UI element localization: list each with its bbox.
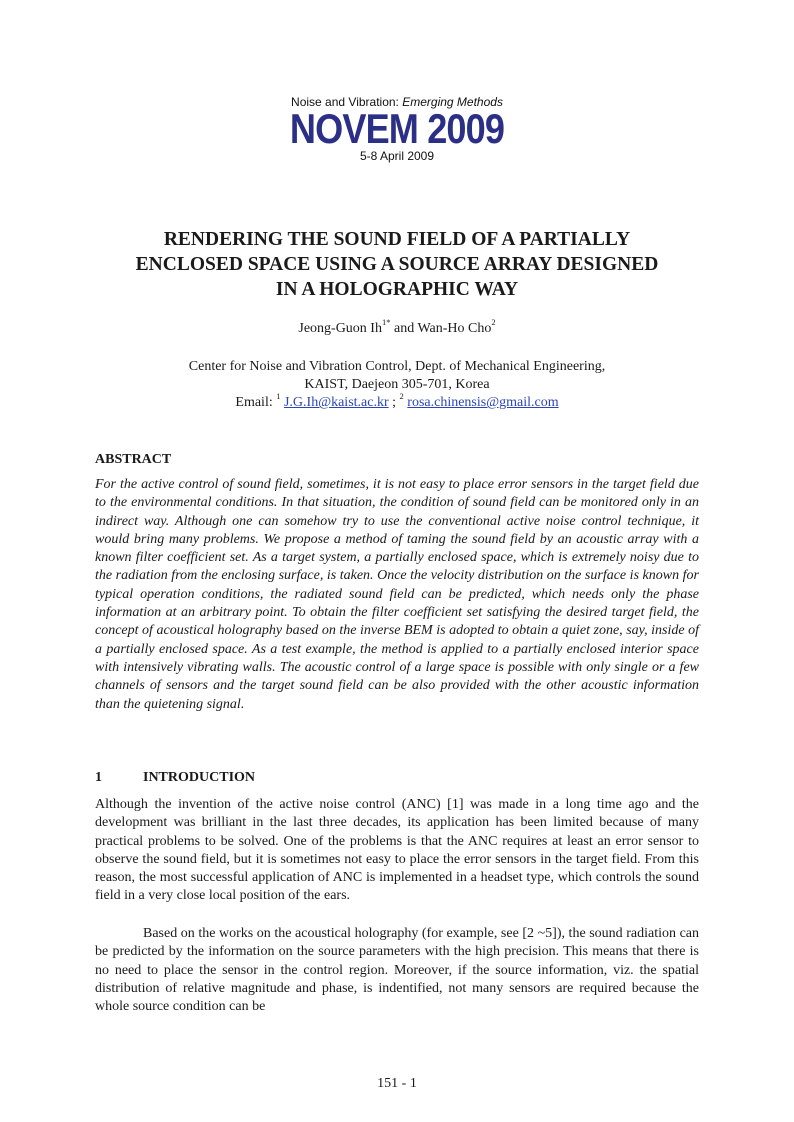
- body-paragraph: Although the invention of the active noise control (ANC) [1] was made in a long time ago and the development was brilliant in the last three decades, its application has been limited because of many practical problems to be solved. One of the problems is that the ANC requires at least an error sensor to observe the sound field, but it is sometimes not easy to place the error sensors in the target field. From this reason, the most successful application of ANC is implemented in a headset type, which controls the sound field in a very close local position of the ears.: [95, 797, 699, 904]
- email-label: Email:: [235, 395, 277, 410]
- conference-dates: 5-8 April 2009: [359, 149, 435, 163]
- affiliation-mark: 2: [491, 317, 496, 328]
- affiliation-line: Center for Noise and Vibration Control, Dept. of Mechanical Engineering,: [188, 359, 606, 374]
- author-name: Wan-Ho Cho: [417, 321, 492, 336]
- email-link[interactable]: J.G.Ih@kaist.ac.kr: [283, 395, 389, 410]
- author-name: Jeong-Guon Ih: [298, 321, 382, 336]
- affiliation-block: [0, 358, 794, 412]
- conference-logo-text: NOVEM 2009: [289, 105, 505, 152]
- author-separator: and: [390, 321, 418, 336]
- page-number: 151 - 1: [377, 1076, 417, 1091]
- conference-header: [0, 95, 794, 163]
- title-line: IN A HOLOGRAPHIC WAY: [275, 279, 519, 300]
- title-line: ENCLOSED SPACE USING A SOURCE ARRAY DESIGNED: [135, 254, 659, 275]
- section-title: INTRODUCTION: [143, 770, 256, 785]
- abstract-text: For the active control of sound field, sometimes, it is not easy to place error sensors in the target field due to the environmental conditions. In that situation, the condition of sound field can be monitored only in an indirect way. Although one can somehow try to use the conventional active noise control technique, it would bring many problems. We propose a method of taming the sound field by an acoustic array with a known filter coefficient set. As a target system, a partially enclosed space, which is extremely noisy due to the radiation from the enclosing surface, is taken. Once the velocity distribution on the surface is known for typical operation conditions, the radiated sound field can be predicted, which needs only the phase information at an arbitrary point. To obtain the filter coefficient set satisfying the desired target field, the concept of acoustical holography based on the inverse BEM is adopted to obtain a quiet zone, say, inside of a partially enclosed space. As a test example, the method is applied to a partially enclosed interior space with intensively vibrating walls. The acoustic control of a large space is possible with only single or a few channels of sensors and the target sound field can be also provided with the other acoustic information than the quietening signal.: [95, 477, 699, 712]
- affiliation-mark: 1*: [381, 317, 391, 328]
- affiliation-line: KAIST, Daejeon 305-701, Korea: [304, 377, 490, 392]
- conference-prefix: Noise and Vibration:: [291, 95, 403, 109]
- email-link[interactable]: rosa.chinensis@gmail.com: [407, 395, 559, 410]
- abstract-heading: ABSTRACT: [95, 452, 172, 467]
- email-mark: 1: [276, 391, 281, 402]
- section-heading: [95, 769, 255, 787]
- conference-tagline: Emerging Methods: [402, 95, 503, 109]
- body-paragraph: Based on the works on the acoustical holography (for example, see [2 ~5]), the sound radiation can be predicted by the information on the source parameters with the high precision. This means that there is no need to place the sensor in the control region. Moreover, if the source information, viz. the spatial distribution of relative magnitude and phase, is indentified, not many sensors are required because the whole source condition can be: [95, 926, 699, 1015]
- email-mark: 2: [399, 391, 404, 402]
- paper-title: [80, 227, 714, 302]
- section-number: 1: [95, 770, 102, 785]
- email-separator: ;: [388, 395, 400, 410]
- email-line: [0, 391, 794, 412]
- title-line: RENDERING THE SOUND FIELD OF A PARTIALLY: [163, 229, 631, 250]
- author-list: [0, 317, 794, 338]
